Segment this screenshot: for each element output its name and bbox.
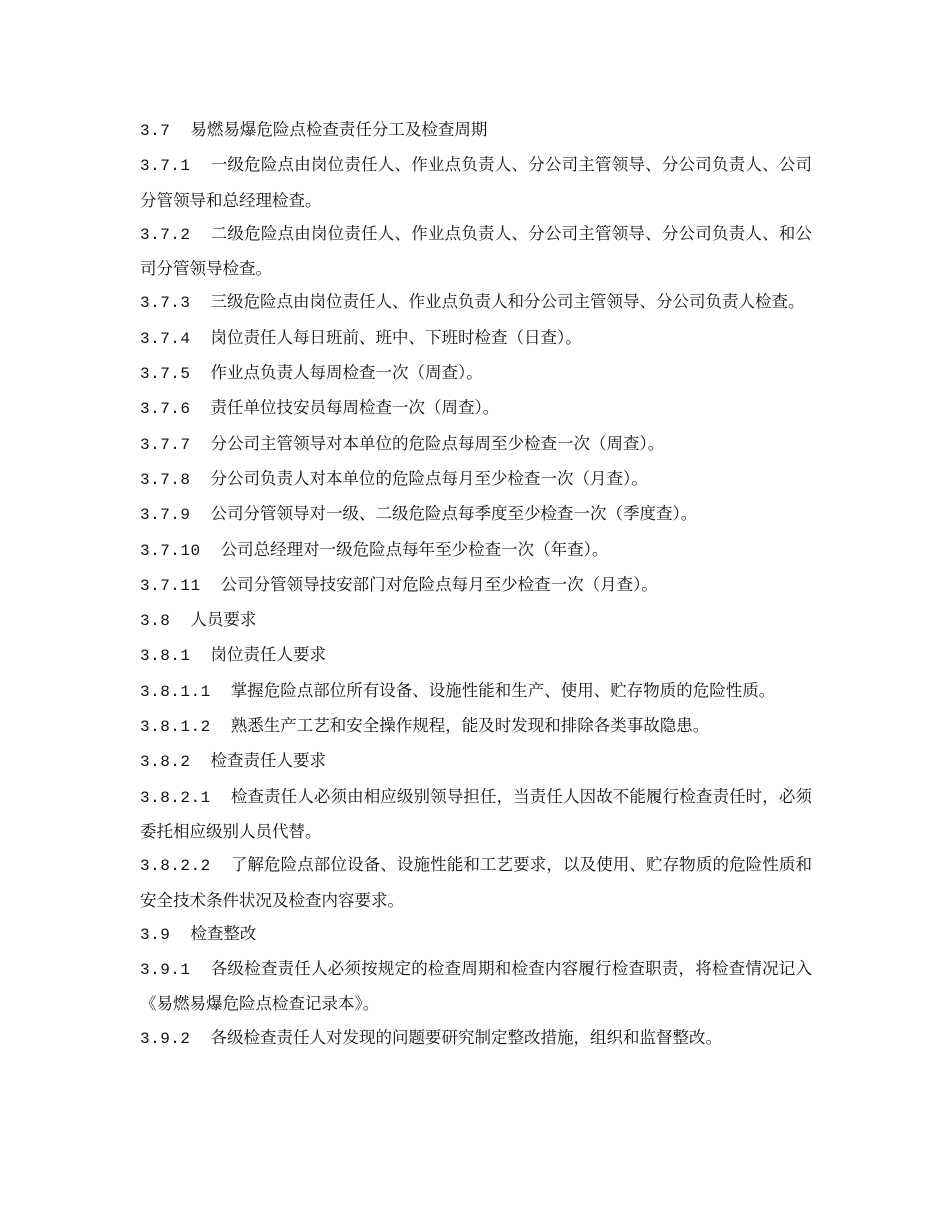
paragraph <box>140 638 812 673</box>
clause-text: 岗位责任人每日班前、班中、下班时检查（日查）。 <box>210 327 582 347</box>
clause-number: 3.7.3 <box>140 294 191 313</box>
clause-number: 3.7.4 <box>140 329 191 348</box>
clause-text: 人员要求 <box>190 610 257 630</box>
paragraph <box>140 1021 812 1056</box>
paragraph <box>140 780 812 849</box>
clause-number: 3.9 <box>140 925 171 944</box>
clause-number: 3.7.8 <box>140 470 191 489</box>
paragraph <box>140 603 812 638</box>
clause-number: 3.9.1 <box>140 961 191 980</box>
clause-number: 3.8.1.2 <box>140 718 211 737</box>
clause-text: 岗位责任人要求 <box>210 645 327 665</box>
clause-text: 二级危险点由岗位责任人、作业点负责人、分公司主管领导、分公司负责人、和公司分管领导检查。 <box>140 223 812 279</box>
clause-text: 责任单位技安员每周检查一次（周查）。 <box>210 398 500 418</box>
clause-number: 3.7.9 <box>140 506 191 525</box>
clause-number: 3.8.2.2 <box>140 857 211 876</box>
clause-number: 3.7.5 <box>140 365 191 384</box>
clause-number: 3.8 <box>140 612 171 631</box>
clause-number: 3.7.2 <box>140 225 191 244</box>
clause-number: 3.7.1 <box>140 157 191 176</box>
paragraph <box>140 462 812 497</box>
clause-text: 分公司负责人对本单位的危险点每月至少检查一次（月查）。 <box>210 468 648 488</box>
clause-text: 公司分管领导对一级、二级危险点每季度至少检查一次（季度查）。 <box>210 504 698 524</box>
clause-text: 熟悉生产工艺和安全操作规程，能及时发现和排除各类事故隐患。 <box>230 716 710 736</box>
clause-number: 3.8.1 <box>140 647 191 666</box>
paragraph <box>140 674 812 709</box>
paragraph <box>140 744 812 779</box>
clause-number: 3.7.10 <box>140 541 201 560</box>
paragraph <box>140 848 812 917</box>
paragraph <box>140 321 812 356</box>
clause-number: 3.8.2 <box>140 753 191 772</box>
clause-text: 掌握危险点部位所有设备、设施性能和生产、使用、贮存物质的危险性质。 <box>230 680 776 700</box>
clause-text: 各级检查责任人对发现的问题要研究制定整改措施，组织和监督整改。 <box>210 1027 723 1047</box>
paragraph <box>140 356 812 391</box>
clause-text: 公司总经理对一级危险点每年至少检查一次（年查）。 <box>220 539 609 559</box>
paragraph <box>140 497 812 532</box>
paragraph <box>140 533 812 568</box>
paragraph <box>140 709 812 744</box>
clause-text: 检查责任人要求 <box>210 751 327 771</box>
clause-text: 公司分管领导技安部门对危险点每月至少检查一次（月查）。 <box>220 574 658 594</box>
clause-text: 分公司主管领导对本单位的危险点每周至少检查一次（周查）。 <box>210 433 665 453</box>
clause-number: 3.8.1.1 <box>140 682 211 701</box>
paragraph <box>140 391 812 426</box>
clause-number: 3.9.2 <box>140 1029 191 1048</box>
paragraph <box>140 917 812 952</box>
clause-number: 3.7.11 <box>140 576 201 595</box>
clause-text: 一级危险点由岗位责任人、作业点负责人、分公司主管领导、分公司负责人、公司分管领导和总经理检查。 <box>140 155 812 210</box>
clause-text: 检查整改 <box>190 923 257 943</box>
paragraph <box>140 285 812 320</box>
clause-text: 了解危险点部位设备、设施性能和工艺要求，以及使用、贮存物质的危险性质和安全技术条件状况及检查内容要求。 <box>140 855 812 910</box>
clause-text: 三级危险点由岗位责任人、作业点负责人和分公司主管领导、分公司负责人检查。 <box>210 292 805 312</box>
clause-number: 3.7.6 <box>140 400 191 419</box>
clause-text: 作业点负责人每周检查一次（周查）。 <box>210 363 483 383</box>
clause-text: 易燃易爆危险点检查责任分工及检查周期 <box>190 120 488 139</box>
clause-text: 检查责任人必须由相应级别领导担任，当责任人因故不能履行检查责任时，必须委托相应级别人员代替。 <box>140 786 812 841</box>
clause-text: 各级检查责任人必须按规定的检查周期和检查内容履行检查职责，将检查情况记入《易燃易爆危险点检查记录本》。 <box>140 959 812 1014</box>
clause-number: 3.7.7 <box>140 435 191 454</box>
paragraph <box>140 427 812 462</box>
document-body <box>140 113 812 1056</box>
paragraph <box>140 148 812 217</box>
paragraph <box>140 217 812 286</box>
paragraph <box>140 113 812 148</box>
clause-number: 3.7 <box>140 122 171 140</box>
paragraph <box>140 568 812 603</box>
clause-number: 3.8.2.1 <box>140 788 211 807</box>
paragraph <box>140 952 812 1021</box>
